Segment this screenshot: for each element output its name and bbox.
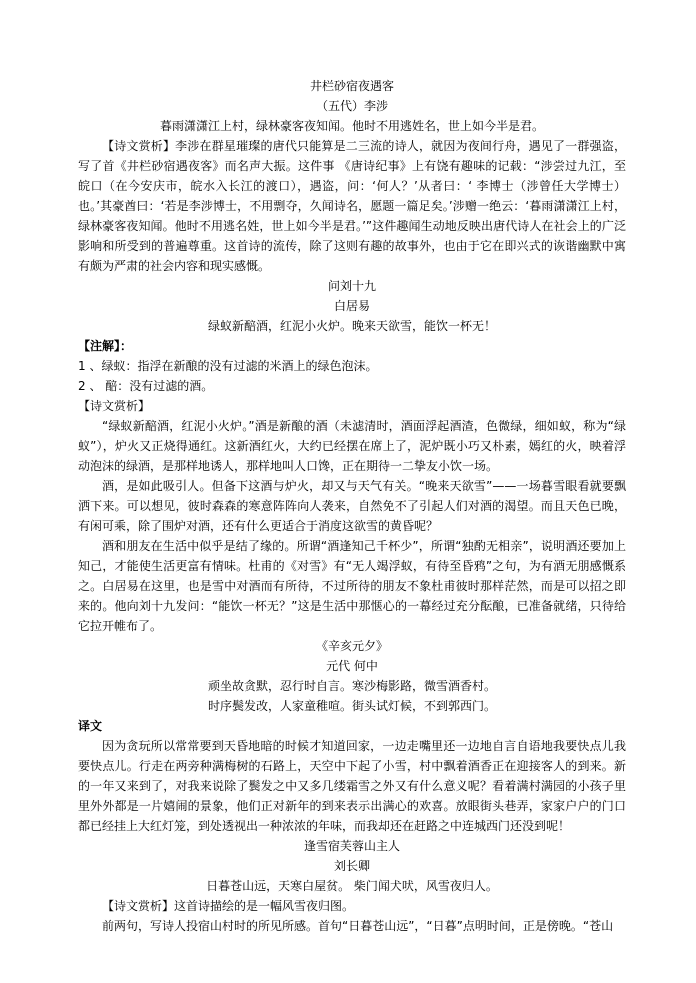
poem3-line: 顽坐故贪默，忍行时自言。寒沙梅影路，微雪酒香村。 — [207, 679, 496, 693]
poem3-translation: 因为贪玩所以常常要到天昏地暗的时候才知道回家，一边走嘴里还一边地自言自语地我要快点儿我要快点儿。行走在两旁种满梅树的石路上，天空中下起了小雪，村中飘着酒香正在迎接客人的到来。新的一年又来到了，对我来说除了鬓发之中又多几缕霜雪之外又有什么意义呢？看着满村满园的小孩子里里外外都是一片嬉闹的景象，他们正对新年的到来表示出满心的欢喜。放眼街头巷弄，家家户户的门口都已经挂上大红灯笼，到处透视出一种浓浓的年味，而我却还在赶路之中连城西门还没到呢！ — [78, 739, 626, 833]
poem3-author: 元代 何中 — [326, 659, 378, 673]
poem2-appreciation-heading: 【诗文赏析】 — [78, 399, 151, 413]
poem4-title: 逢雪宿芙蓉山主人 — [303, 839, 400, 853]
document-page — [78, 76, 626, 936]
poem2-note: 1 、绿蚁：指浮在新酿的没有过滤的米酒上的绿色泡沫。 — [78, 359, 378, 373]
poem4-verse: 日暮苍山远，天寒白屋贫。 柴门闻犬吠，风雪夜归人。 — [206, 879, 498, 893]
poem2-paragraph: 酒和朋友在生活中似乎是结了缘的。所谓“酒逢知己千杯少”，所谓“独酌无相亲”，说明酒还要加上知己，才能使生活更富有情味。杜甫的《对雪》有“无人竭浮蚁，有待至昏鸦”之句，为有酒无朋感慨系之。白居易在这里，也是雪中对酒而有所待，不过所待的朋友不象杜甫彼时那样茫然，而是可以招之即来的。他向刘十九发问：“能饮一杯无？”这是生活中那惬心的一幕经过充分酝酿，已准备就绪，只待给它拉开帷布了。 — [78, 539, 626, 633]
poem4-author: 刘长卿 — [333, 859, 370, 873]
poem1-title: 井栏砂宿夜遇客 — [309, 79, 394, 93]
poem2-author: 白居易 — [333, 299, 370, 313]
poem1-verse: 暮雨潇潇江上村，绿林豪客夜知闻。他时不用逃姓名，世上如今半是君。 — [159, 119, 544, 133]
poem4-appreciation: 【诗文赏析】这首诗描绘的是一幅风雪夜归图。 — [102, 899, 355, 913]
poem3-line: 时序鬓发改，人家童稚喧。街头试灯候，不到郭西门。 — [207, 699, 496, 713]
poem1-appreciation: 【诗文赏析】李涉在群星璀璨的唐代只能算是二三流的诗人，就因为夜间行舟，遇见了一群强盗，写了首《井栏砂宿遇夜客》而名声大振。这件事 《唐诗纪事》上有饶有趣味的记载：“涉尝过九江，至皖口（在今安庆市，皖水入长江的渡口），遇盗，问：‘何人？’从者曰：‘ 李博士（涉曾任大学博士）也。’其豪酋曰：‘若是李涉博士，不用剽夺，久闻诗名，愿题一篇足矣。’涉赠一绝云：‘暮雨潇潇江上村，绿林豪客夜知闻。他时不用逃名姓，世上如今半是君。’”这件趣闻生动地反映出唐代诗人在社会上的广泛影响和所受到的普遍尊重。这首诗的流传，除了这则有趣的故事外，也由于它在即兴式的诙谐幽默中寓有颇为严肃的社会内容和现实感慨。 — [78, 139, 626, 273]
poem2-verse: 绿蚁新醅酒，红泥小火炉。晚来天欲雪，能饮一杯无！ — [207, 319, 496, 333]
poem2-paragraph: “绿蚁新醅酒，红泥小火炉。”酒是新酿的酒（未滤清时，酒面浮起酒渣，色微绿，细如蚁，称为“绿蚁”），炉火又正烧得通红。这新酒红火，大约已经摆在席上了，泥炉既小巧又朴素，嫣红的火，映着浮动泡沫的绿酒，是那样地诱人，那样地叫人口馋，正在期待一二挚友小饮一场。 — [78, 419, 626, 473]
poem3-title: 《辛亥元夕》 — [315, 639, 388, 653]
poem1-author: （五代）李涉 — [315, 99, 388, 113]
poem2-paragraph: 酒，是如此吸引人。但备下这酒与炉火，却又与天气有关。“晚来天欲雪”——一场暮雪眼看就要飘洒下来。可以想见，彼时森森的寒意阵阵向人袭来，自然免不了引起人们对酒的渴望。而且天色已晚，有闲可乘，除了围炉对酒，还有什么更适合于消度这欲雪的黄昏呢？ — [78, 479, 626, 533]
poem4-last-line: 前两句，写诗人投宿山村时的所见所感。首句“日暮苍山远”，“日暮”点明时间，正是傍晚。“苍山 — [102, 919, 614, 933]
poem2-notes-heading: 【注解】： — [78, 339, 133, 353]
poem3-translation-heading: 译文 — [78, 719, 103, 733]
poem2-note: 2 、 醅：没有过滤的酒。 — [78, 379, 214, 393]
poem2-title: 问刘十九 — [327, 279, 376, 293]
